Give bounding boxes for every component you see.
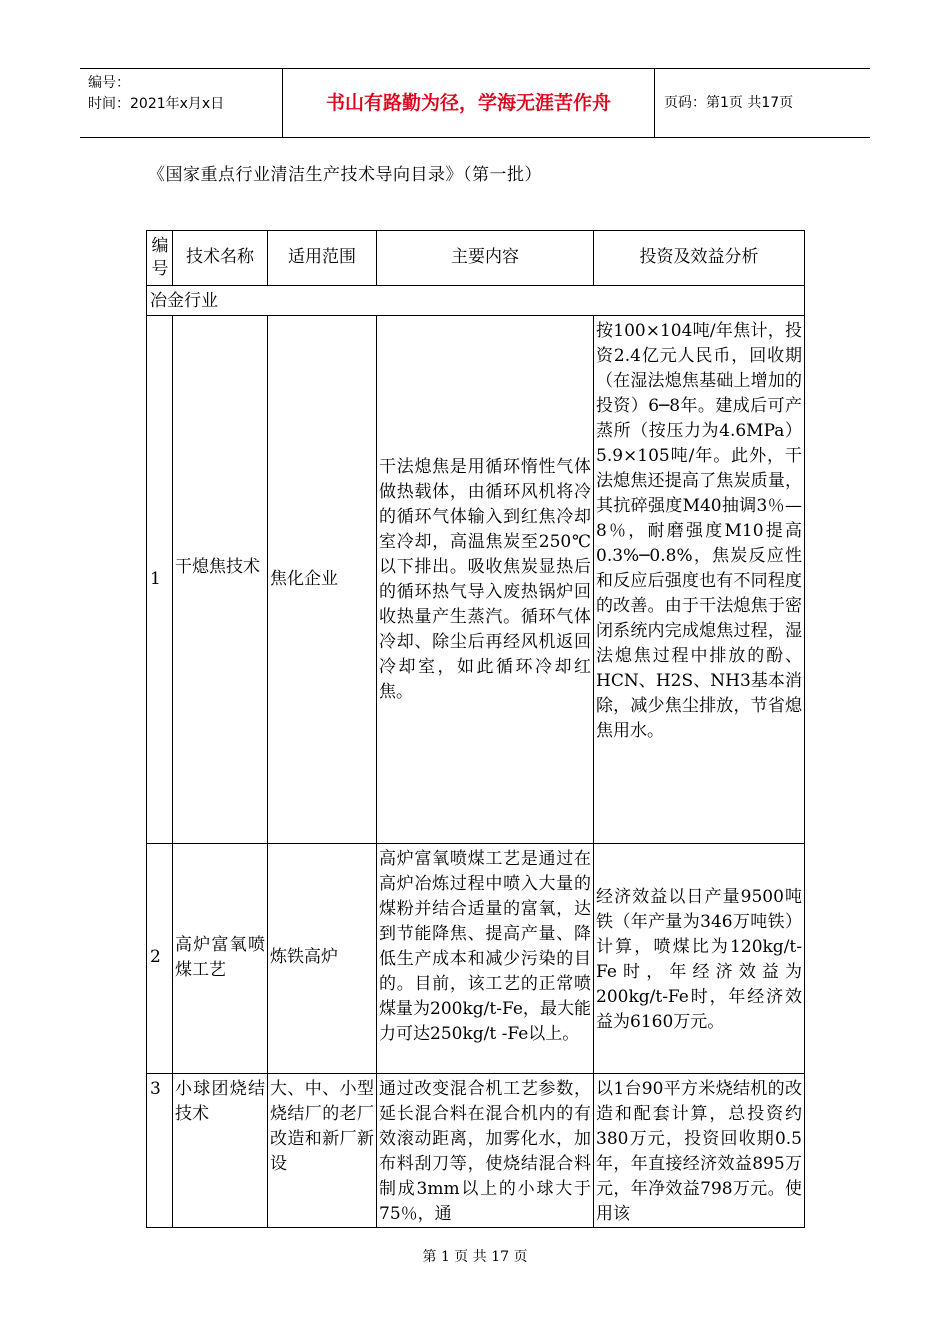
page-header: [80, 68, 870, 138]
table-rule: [172, 315, 173, 1227]
row-3-scope: 大、中、小型烧结厂的老厂改造和新厂新设: [270, 1079, 374, 1174]
table-rule: [147, 285, 804, 286]
header-divider: [654, 69, 655, 137]
table-rule: [147, 843, 804, 844]
technology-table: [146, 230, 805, 1228]
header-meta: [88, 73, 278, 115]
row-2-scope: 炼铁高炉: [270, 947, 338, 967]
row-3-benefit: 以1台90平方米烧结机的改造和配套计算，总投资约380万元，投资回收期0.5年，年直接经济效益895万元，年净效益798万元。使用该: [596, 1079, 802, 1224]
table-rule: [376, 315, 377, 1227]
row-3-name: 小球团烧结技术: [175, 1079, 265, 1124]
row-1-benefit: 按100×104吨/年焦计，投资2.4亿元人民币，回收期（在湿法熄焦基础上增加的投资）6─8年。建成后可产蒸所（按压力为4.6MPa）5.9×105吨/年。此外，干法熄焦还提高了焦炭质量，其抗碎强度M40抽调3％—8％，耐磨强度M10提高0.3%─0.8%，焦炭反应性和反应后强度也有不同程度的改善。由于干法熄焦于密闭系统内完成熄焦过程，湿法熄焦过程中排放的酚、HCN、H2S、NH3基本消除，减少焦尘排放，节省熄焦用水。: [596, 321, 802, 741]
row-1-scope: 焦化企业: [270, 569, 338, 589]
row-2-name: 高炉富氧喷煤工艺: [175, 935, 265, 980]
row-2-content: 高炉富氧喷煤工艺是通过在高炉冶炼过程中喷入大量的煤粉并结合适量的富氧，达到节能降焦、提高产量、降低生产成本和减少污染的目的。目前，该工艺的正常喷煤量为200kg/t-Fe，最大能力可达250kg/t -Fe以上。: [379, 849, 591, 1044]
table-rule: [267, 315, 268, 1227]
row-1-no: 1: [150, 569, 161, 589]
row-3-content: 通过改变混合机工艺参数，延长混合料在混合机内的有效滚动距离，加雾化水，加布料刮刀等，使烧结混合料制成3mm以上的小球大于75％，通: [379, 1079, 591, 1224]
section-label: 冶金行业: [150, 291, 218, 311]
header-content: 主要内容: [451, 247, 519, 267]
row-1-content: 干法熄焦是用循环惰性气体做热载体，由循环风机将冷的循环气体输入到红焦冷却室冷却，高温焦炭至250℃以下排出。吸收焦炭显热后的循环热气导入废热锅炉回收热量产生蒸汽。循环气体冷却、除尘后再经风机返回冷却室，如此循环冷却红焦。: [379, 457, 591, 702]
header-no: 编号: [151, 236, 169, 279]
row-3-no: 3: [150, 1079, 161, 1099]
table-rule: [147, 315, 804, 316]
table-rule: [593, 315, 594, 1227]
row-1-name: 干熄焦技术: [175, 557, 260, 577]
header-name: 技术名称: [186, 247, 254, 267]
header-motto: 书山有路勤为径，学海无涯苦作舟: [325, 92, 611, 114]
date-label: 时间：2021年x月x日: [88, 96, 225, 112]
header-page-info: 页码：第1页 共17页: [664, 95, 794, 111]
header-benefit: 投资及效益分析: [639, 247, 759, 267]
row-2-benefit: 经济效益以日产量9500吨铁（年产量为346万吨铁）计算，喷煤比为120kg/t-Fe时，年经济效益为200kg/t-Fe时，年经济效益为6160万元。: [596, 887, 802, 1032]
header-scope: 适用范围: [288, 247, 356, 267]
number-label: 编号：: [88, 75, 130, 91]
table-rule: [147, 1073, 804, 1074]
row-2-no: 2: [150, 947, 161, 967]
document-title: 《国家重点行业清洁生产技术导向目录》（第一批）: [148, 165, 542, 185]
page-footer: 第 1 页 共 17 页: [422, 1249, 528, 1265]
